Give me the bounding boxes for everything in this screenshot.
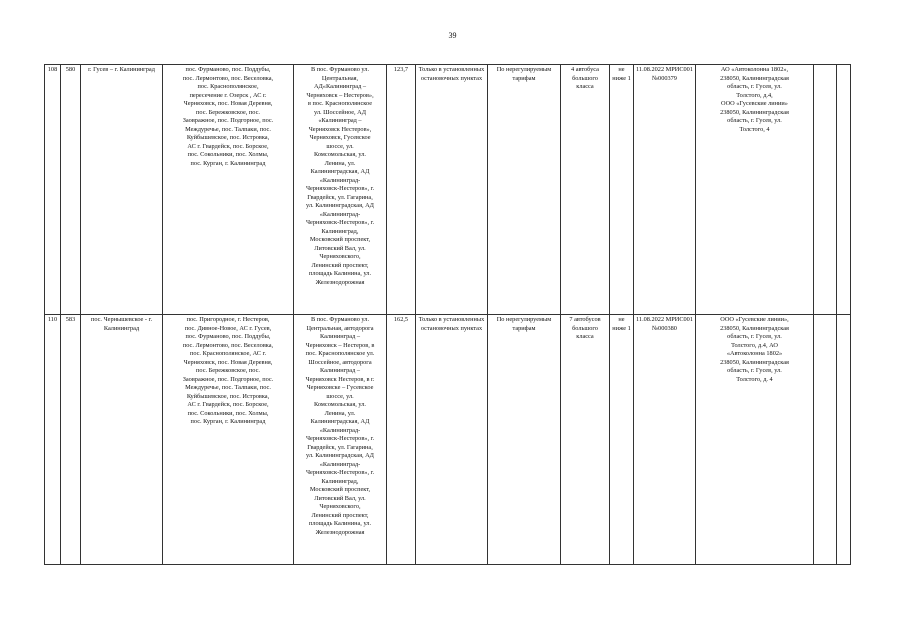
route-number: 110 <box>45 315 61 565</box>
registration-date: 11.08.2022 МРИС001 №000379 <box>634 65 696 315</box>
empty-cell <box>837 65 851 315</box>
tariff-type: По нерегулируемым тарифам <box>488 65 561 315</box>
empty-cell <box>837 315 851 565</box>
table-row <box>45 315 851 565</box>
empty-cell <box>814 315 837 565</box>
streets-list: В пос. Фурманово ул. Центральная, АД«Калининград – Черняховск – Нестеров», в пос. Краснополянское ул. Шоссейное, АД «Калининград – Черняховск Нестеров», Черняховск, Гусевское шоссе, ул. Комсомольская, ул. Ленина, ул. Калининградская, АД «Калининград- Черняховск-Нестеров», г. Гвардейск, ул. Гагарина, ул. Калининградская, АД «Калининград- Черняховск-Нестеров», г. Калининград, Московский проспект, Литовский Вал, ул. Черняховского, Ленинский проспект, площадь Калинина, ул. Железнодорожная <box>294 65 387 315</box>
route-number: 108 <box>45 65 61 315</box>
routes-table <box>44 64 851 565</box>
stops-list: пос. Пригородное, г. Нестеров, пос. Дивное-Новое, АС г. Гусев, пос. Фурманово, пос. Поддубы, пос. Лермонтово, пос. Веселовка, пос. Краснополянское, АС г. Черняховск, пос. Новая Деревня, пос. Бережковское, пос. Заовражное, пос. Подгорное, пос. Междуречье, пос. Талпаки, пос. Куйбышевское, пос. Истровка, АС г. Гвардейск, пос. Борское, пос. Сокольники, пос. Холмы, пос. Курган, г. Калининград <box>163 315 294 565</box>
table-row <box>45 65 851 315</box>
empty-cell <box>814 65 837 315</box>
boarding-order: Только в установленных остановочных пунктах <box>416 315 488 565</box>
vehicles: 7 автобусов большого класса <box>561 315 610 565</box>
route-name: г. Гусев – г. Калининград <box>81 65 163 315</box>
registry-number: 580 <box>61 65 81 315</box>
route-length: 123,7 <box>387 65 416 315</box>
carrier-info: ООО «Гусевские линии», 238050, Калининградская область, г. Гусев, ул. Толстого, д.4, АО «Автоколонна 1802» 238050, Калининградская область, г. Гусев, ул. Толстого, д. 4 <box>696 315 814 565</box>
page-number: 39 <box>448 31 457 40</box>
route-name: пос. Чернышевское - г. Калининград <box>81 315 163 565</box>
stops-list: пос. Фурманово, пос. Поддубы, пос. Лермонтово, пос. Веселовка, пос. Краснополянское, пересечение г. Озерск , АС г. Черняховск, пос. Новая Деревня, пос. Бережковское, пос. Заовражное, пос. Подгорное, пос. Междуречье, пос. Талпаки, пос. Куйбышевское, пос. Истровка, АС г. Гвардейск, пос. Борское, пос. Сокольники, пос. Холмы, пос. Курган, г. Калининград <box>163 65 294 315</box>
boarding-order: Только в установленных остановочных пунктах <box>416 65 488 315</box>
vehicles: 4 автобуса большого класса <box>561 65 610 315</box>
streets-list: В пос. Фурманово ул. Центральная, автодорога Калининград – Черняховск – Нестеров, в пос. Краснополянское ул. Шоссейное, автодорога Калининград – Черняховск Нестеров, в г. Черняховске – Гусевское шоссе, ул. Комсомольская, ул. Ленина, ул. Калининградская, АД «Калининград- Черняховск-Нестеров», г. Гвардейск, ул. Гагарина, ул. Калининградская, АД «Калининград- Черняховск-Нестеров», г. Калининград, Московский проспект, Литовский Вал, ул. Черняховского, Ленинский проспект, площадь Калинина, ул. Железнодорожная <box>294 315 387 565</box>
tariff-type: По нерегулируемым тарифам <box>488 315 561 565</box>
eco-class: не ниже 1 <box>610 315 634 565</box>
route-length: 162,5 <box>387 315 416 565</box>
eco-class: не ниже 1 <box>610 65 634 315</box>
registration-date: 11.08.2022 МРИС001 №000380 <box>634 315 696 565</box>
carrier-info: АО «Автоколонна 1802», 238050, Калининградская область, г. Гусев, ул. Толстого, д.4, ООО «Гусевские линии» 238050, Калининградская область, г. Гусев, ул. Толстого, 4 <box>696 65 814 315</box>
registry-number: 583 <box>61 315 81 565</box>
